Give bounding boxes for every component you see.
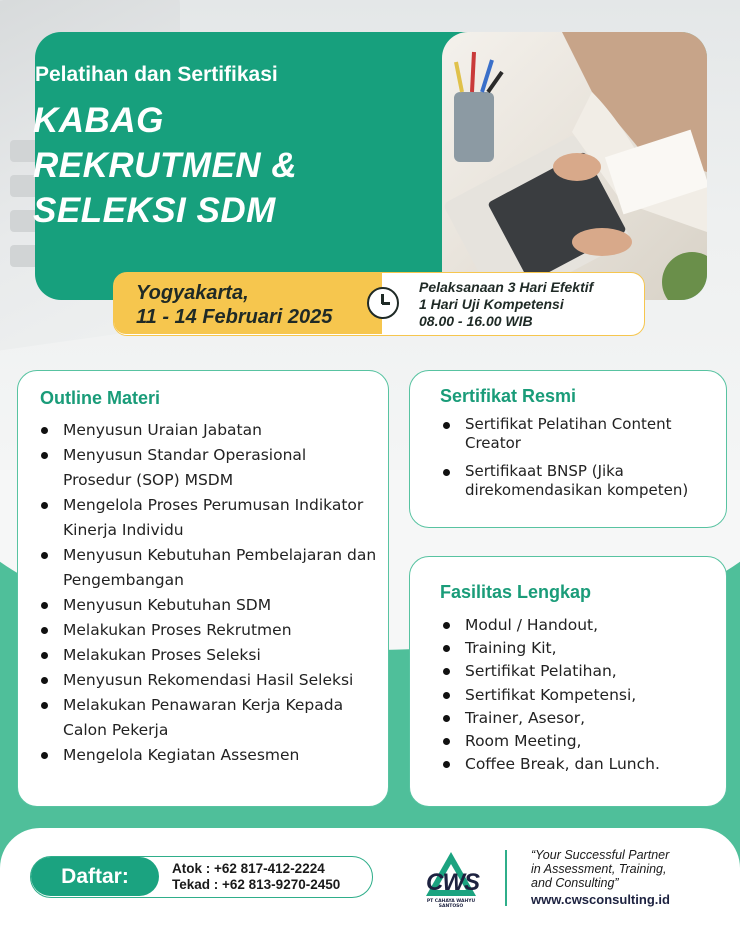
schedule-line: 1 Hari Uji Kompetensi [419, 296, 564, 312]
hero-title-line: KABAG [33, 101, 164, 140]
footer-divider [505, 850, 507, 906]
list-item: Training Kit, [440, 637, 720, 660]
outline-list [38, 418, 378, 768]
certificates-title: Sertifikat Resmi [440, 386, 577, 406]
list-item: Sertifikat Kompetensi, [440, 684, 720, 707]
facilities-title: Fasilitas Lengkap [440, 582, 592, 602]
contact-phone[interactable]: Atok : +62 817-412-2224 [172, 861, 325, 876]
company-tagline [531, 848, 731, 890]
list-item: Melakukan Proses Seleksi [38, 643, 378, 668]
certificates-list [440, 415, 720, 509]
list-item: Room Meeting, [440, 730, 720, 753]
hero-title-line: SELEKSI SDM [33, 191, 276, 230]
event-dates: 11 - 14 Februari 2025 [136, 306, 333, 328]
facilities-card [409, 556, 727, 807]
company-logo [418, 850, 484, 908]
register-contact-box [30, 856, 373, 898]
list-item: Mengelola Proses Perumusan Indikator Kinerja Individu [38, 493, 378, 543]
list-item: Coffee Break, dan Lunch. [440, 753, 720, 776]
tagline-line: in Assessment, Training, [531, 862, 667, 876]
list-item: Menyusun Rekomendasi Hasil Seleksi [38, 668, 378, 693]
list-item: Menyusun Kebutuhan SDM [38, 593, 378, 618]
schedule-bar [113, 272, 645, 336]
hero-subtitle: Pelatihan dan Sertifikasi [35, 63, 278, 86]
list-item: Sertifikaat BNSP (Jika direkomendasikan kompeten) [440, 462, 720, 500]
list-item: Sertifikat Pelatihan Content Creator [440, 415, 720, 453]
hero-title [33, 98, 393, 233]
contact-phone[interactable]: Tekad : +62 813-9270-2450 [172, 877, 341, 892]
outline-card [17, 370, 389, 807]
clock-icon [367, 287, 399, 319]
outline-title: Outline Materi [40, 388, 161, 408]
list-item: Menyusun Kebutuhan Pembelajaran dan Pengembangan [38, 543, 378, 593]
facilities-list [440, 614, 720, 776]
tagline-line: “Your Successful Partner [531, 848, 670, 862]
list-item: Menyusun Standar Operasional Prosedur (SOP) MSDM [38, 443, 378, 493]
website-link[interactable]: www.cwsconsulting.id [531, 892, 670, 907]
event-city: Yogyakarta, [136, 282, 249, 304]
logo-company-name: PT CAHAYA WAHYU SANTOSO [426, 899, 476, 909]
contact-list [172, 861, 340, 893]
list-item: Mengelola Kegiatan Assesmen [38, 743, 378, 768]
certificates-card [409, 370, 727, 528]
register-button[interactable]: Daftar: [31, 857, 159, 896]
laptop-workspace-illustration [442, 32, 707, 300]
list-item: Menyusun Uraian Jabatan [38, 418, 378, 443]
list-item: Melakukan Penawaran Kerja Kepada Calon Pekerja [38, 693, 378, 743]
hero-photo [442, 32, 707, 300]
schedule-line: Pelaksanaan 3 Hari Efektif [419, 279, 594, 295]
list-item: Modul / Handout, [440, 614, 720, 637]
schedule-line: 08.00 - 16.00 WIB [419, 313, 533, 329]
schedule-details [419, 279, 593, 330]
logo-wordmark: CWS [426, 869, 479, 896]
list-item: Trainer, Asesor, [440, 707, 720, 730]
list-item: Sertifikat Pelatihan, [440, 660, 720, 683]
list-item: Melakukan Proses Rekrutmen [38, 618, 378, 643]
hero-title-line: REKRUTMEN & [33, 146, 298, 185]
tagline-line: and Consulting” [531, 876, 619, 890]
date-highlight [114, 273, 382, 334]
